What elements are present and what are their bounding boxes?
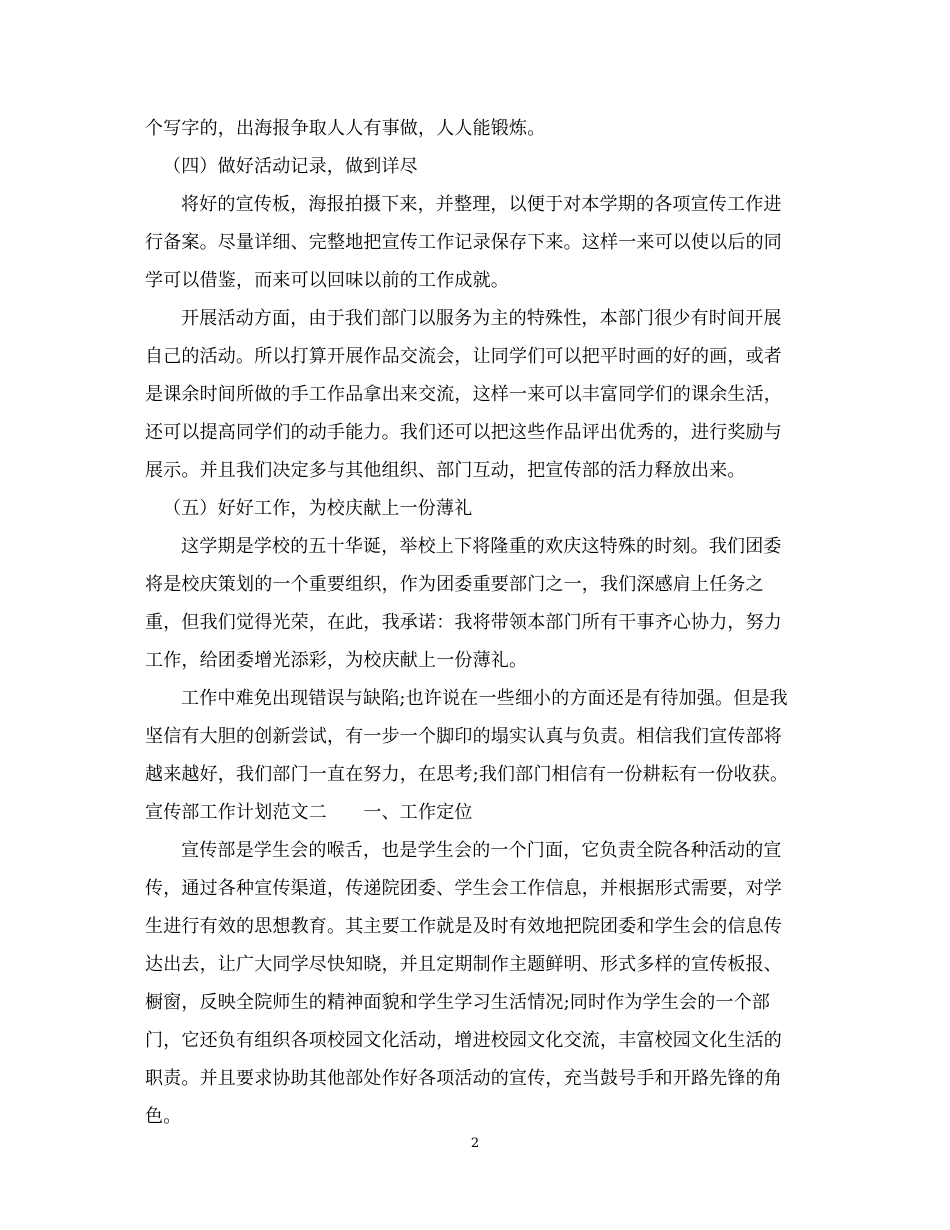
text-line: 职责。并且要求协助其他部处作好各项活动的宣传，充当鼓号手和开路先锋的角 [145, 1068, 782, 1089]
text-line: 行备案。尽量详细、完整地把宣传工作记录保存下来。这样一来可以使以后的同 [145, 232, 782, 253]
text-line: 个写字的，出海报争取人人有事做，人人能锻炼。 [145, 118, 546, 139]
section-heading: （四）做好活动记录，做到详尽 [163, 156, 418, 177]
text-line: 是课余时间所做的手工作品拿出来交流，这样一来可以丰富同学们的课余生活， [145, 384, 782, 405]
text-line: 展示。并且我们决定多与其他组织、部门互动，把宣传部的活力释放出来。 [145, 460, 746, 481]
text-line: 生进行有效的思想教育。其主要工作就是及时有效地把院团委和学生会的信息传 [145, 916, 782, 937]
text-line: 将好的宣传板，海报拍摄下来，并整理，以便于对本学期的各项宣传工作进 [181, 194, 782, 215]
text-line: 传，通过各种宣传渠道，传递院团委、学生会工作信息，并根据形式需要，对学 [145, 878, 782, 899]
text-line: 学可以借鉴，而来可以回味以前的工作成就。 [145, 270, 509, 291]
text-line: 工作中难免出现错误与缺陷;也许说在一些细小的方面还是有待加强。但是我 [181, 688, 788, 709]
text-line: 自己的活动。所以打算开展作品交流会，让同学们可以把平时画的好的画，或者 [145, 346, 782, 367]
text-line: 色。 [145, 1106, 182, 1127]
text-line: 这学期是学校的五十华诞，举校上下将隆重的欢庆这特殊的时刻。我们团委 [181, 536, 782, 557]
text-line: 重，但我们觉得光荣，在此，我承诺：我将带领本部门所有干事齐心协力，努力 [145, 612, 782, 633]
text-line: 宣传部是学生会的喉舌，也是学生会的一个门面，它负责全院各种活动的宣 [181, 840, 782, 861]
text-line: 开展活动方面，由于我们部门以服务为主的特殊性，本部门很少有时间开展 [181, 308, 782, 329]
text-line: 达出去，让广大同学尽快知晓，并且定期制作主题鲜明、形式多样的宣传板报、 [145, 954, 782, 975]
text-line: 工作，给团委增光添彩，为校庆献上一份薄礼。 [145, 650, 528, 671]
text-line: 橱窗，反映全院师生的精神面貌和学生学习生活情况;同时作为学生会的一个部 [145, 992, 771, 1013]
text-line: 还可以提高同学们的动手能力。我们还可以把这些作品评出优秀的，进行奖励与 [145, 422, 782, 443]
page-number: 2 [470, 1136, 480, 1151]
text-line: 越来越好，我们部门一直在努力，在思考;我们部门相信有一份耕耘有一份收获。 [145, 764, 789, 785]
text-line: 将是校庆策划的一个重要组织，作为团委重要部门之一，我们深感肩上任务之 [145, 574, 764, 595]
section-heading: 宣传部工作计划范文二 一、工作定位 [145, 802, 473, 823]
text-line: 坚信有大胆的创新尝试，有一步一个脚印的塌实认真与负责。相信我们宣传部将 [145, 726, 782, 747]
text-line: 门，它还负有组织各项校园文化活动，增进校园文化交流，丰富校园文化生活的 [145, 1030, 782, 1051]
section-heading: （五）好好工作，为校庆献上一份薄礼 [163, 498, 473, 519]
